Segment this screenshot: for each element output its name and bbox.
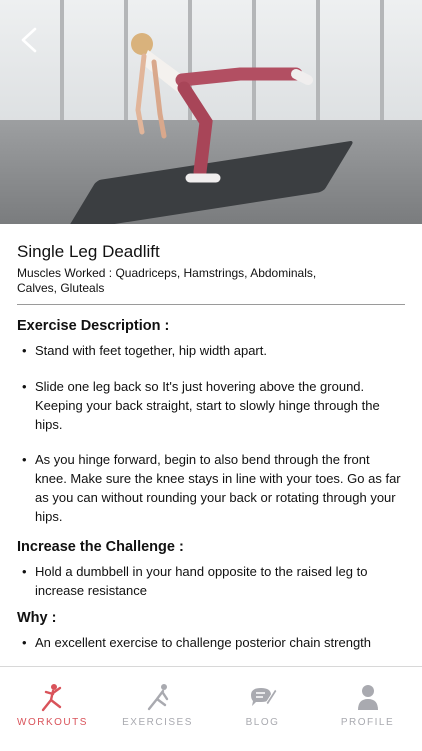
- person-icon: [353, 683, 383, 713]
- divider: [17, 304, 405, 305]
- challenge-bullet: • Hold a dumbbell in your hand opposite to the raised leg to increase resistance: [22, 562, 405, 600]
- back-chevron-icon[interactable]: [14, 24, 46, 56]
- window-pane: [384, 0, 422, 130]
- muscles-worked: Muscles Worked : Quadriceps, Hamstrings, Abdominals, Calves, Gluteals: [17, 266, 317, 295]
- tab-exercises[interactable]: [105, 667, 210, 751]
- description-heading: Exercise Description :: [17, 318, 170, 334]
- tab-profile[interactable]: [315, 667, 420, 751]
- athlete-figure: [120, 22, 330, 197]
- tab-workouts[interactable]: [0, 667, 105, 751]
- window-pane: [64, 0, 128, 130]
- yoga-pose-icon: [38, 683, 68, 713]
- tab-label: WORKOUTS: [17, 717, 88, 728]
- tab-label: PROFILE: [340, 717, 395, 728]
- why-bullet: • An excellent exercise to challenge posterior chain strength: [22, 633, 405, 652]
- exercise-hero-image: [0, 0, 422, 224]
- stretch-icon: [143, 683, 173, 713]
- description-bullet: • As you hinge forward, begin to also bend through the front knee. Make sure the knee stays in line with your toes. Go as far as you can without rounding your back or rotating through your hips.: [22, 450, 405, 526]
- tab-blog[interactable]: [210, 667, 315, 751]
- why-heading: Why :: [17, 610, 57, 626]
- chat-pencil-icon: [248, 683, 278, 713]
- window-pane: [0, 0, 64, 130]
- exercise-title: Single Leg Deadlift: [17, 242, 160, 261]
- bottom-tab-bar: [0, 666, 422, 751]
- description-bullet: • Slide one leg back so It's just hovering above the ground. Keeping your back straight, start to slowly hinge through the hips.: [22, 377, 405, 434]
- tab-label: BLOG: [245, 717, 280, 728]
- challenge-heading: Increase the Challenge :: [17, 539, 184, 555]
- tab-label: EXERCISES: [122, 717, 193, 728]
- description-bullet: • Stand with feet together, hip width apart.: [22, 341, 405, 360]
